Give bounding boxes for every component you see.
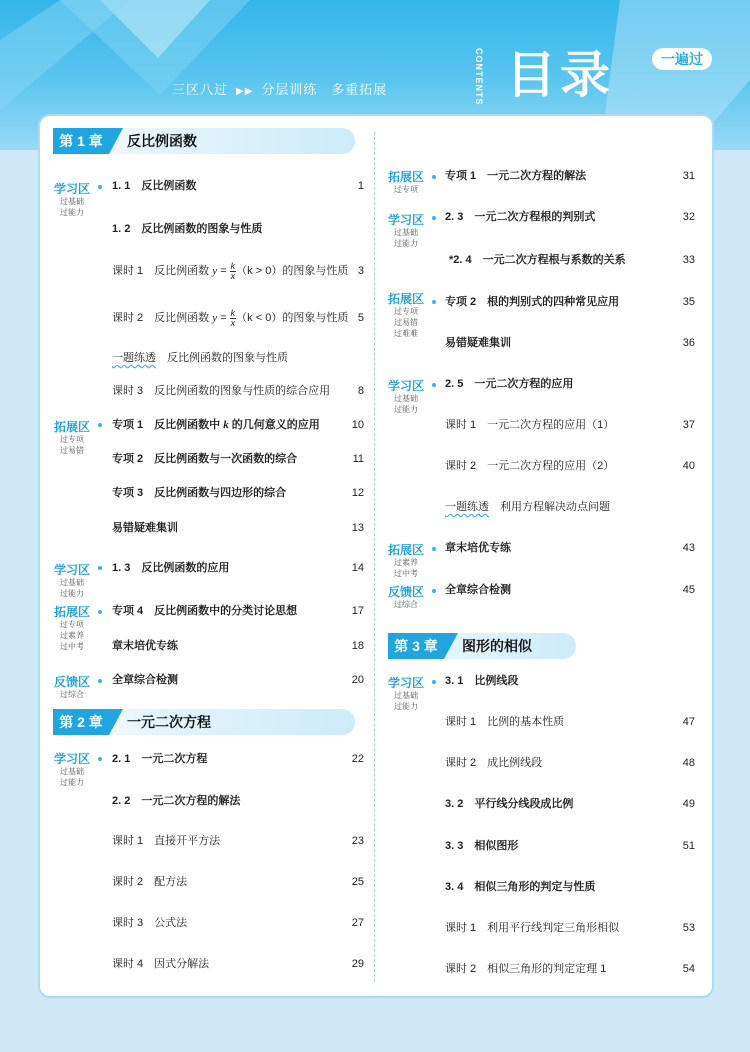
entry-title: 3. 4 相似三角形的判定与性质 (445, 881, 596, 893)
entry-text: 课时 1 反比例函数 (112, 265, 213, 277)
entry-title (112, 307, 348, 329)
zone-name: 拓展区 (387, 543, 424, 557)
entry-title: 课时 2 配方法 (112, 876, 188, 888)
toc-entry[interactable] (112, 220, 364, 238)
zone-sub: 过难难 (394, 329, 418, 338)
entry-page: 3 (357, 265, 364, 277)
entry-page: 32 (682, 211, 695, 223)
entry-page: 29 (351, 958, 364, 970)
entry-page: 40 (682, 460, 695, 472)
zone-sub: 过基础 (60, 197, 84, 206)
formula-var: y (212, 265, 218, 277)
bullet-dot (98, 757, 102, 761)
entry-title (112, 260, 348, 282)
zone-sub: 过专项 (60, 620, 84, 629)
toc-entry[interactable] (112, 750, 364, 768)
zone-name: 学习区 (53, 563, 90, 577)
entry-title: 2. 2 一元二次方程的解法 (112, 795, 241, 807)
entry-title: 易错疑难集训 (112, 522, 178, 534)
toc-entry[interactable] (112, 260, 364, 282)
toc-entry[interactable] (112, 177, 364, 195)
zone-name: 反馈区 (387, 585, 424, 599)
entry-title: 全章综合检测 (445, 584, 511, 596)
zone-sub: 过专项 (394, 307, 418, 316)
zone-sub: 过易错 (394, 318, 418, 327)
chapter-number: 第 1 章 (53, 128, 109, 154)
chapter-number: 第 3 章 (388, 633, 444, 659)
zone-study (50, 752, 94, 788)
formula-eq: = (217, 312, 230, 324)
tagline-part-1: 三区八过 (172, 82, 229, 97)
entry-page: 14 (351, 562, 364, 574)
zone-sub: 过能力 (394, 239, 418, 248)
entry-page: 25 (351, 876, 364, 888)
formula-eq: = (217, 265, 230, 277)
zone-sub: 过基础 (394, 691, 418, 700)
zone-name: 拓展区 (387, 292, 424, 306)
fraction-numerator: k (230, 260, 236, 271)
toc-entry[interactable] (445, 498, 695, 516)
entry-page: 48 (682, 757, 695, 769)
entry-title (112, 416, 320, 434)
tagline-part-2: 分层训练 (261, 82, 318, 97)
entry-title: 专项 2 反比例函数与一次函数的综合 (112, 453, 298, 465)
toc-entry[interactable] (112, 307, 364, 329)
toc-entry[interactable] (112, 637, 364, 655)
entry-title: 课时 3 反比例函数的图象与性质的综合应用 (112, 385, 331, 397)
zone-sub: 过专项 (60, 435, 84, 444)
zone-study (50, 563, 94, 599)
entry-text: 课时 2 反比例函数 (112, 312, 213, 324)
zone-name: 拓展区 (53, 605, 90, 619)
zone-sub: 过综合 (60, 690, 84, 699)
toc-entry[interactable] (112, 382, 364, 400)
entry-title: 专项 3 反比例函数与四边形的综合 (112, 487, 287, 499)
bullet-dot (98, 423, 102, 427)
entry-text: 的图象与性质 (282, 312, 349, 324)
entry-title: 专项 2 根的判别式的四种常见应用 (445, 296, 620, 308)
entry-title: 课时 1 一元二次方程的应用（1） (445, 419, 615, 431)
entry-page: 11 (352, 453, 364, 465)
zone-sub: 过能力 (60, 208, 84, 217)
entry-page: 33 (682, 254, 695, 266)
bullet-dot (432, 216, 436, 220)
zone-sub: 过综合 (394, 600, 418, 609)
entry-title: 1. 3 反比例函数的应用 (112, 562, 230, 574)
entry-title: 2. 3 一元二次方程根的判别式 (445, 211, 596, 223)
page-title: 目录 (506, 47, 614, 103)
chapter-title: 图形的相似 (462, 638, 532, 654)
fraction-numerator: k (230, 307, 236, 318)
entry-page: 51 (682, 840, 695, 852)
fraction-denominator: x (230, 270, 236, 281)
chapter-1-header (53, 128, 355, 154)
entry-title: 易错疑难集训 (445, 337, 511, 349)
zone-expand (384, 543, 428, 579)
toc-entry[interactable] (112, 832, 364, 850)
entry-page: 35 (682, 296, 695, 308)
bullet-dot (432, 589, 436, 593)
entry-title: 专项 1 一元二次方程的解法 (445, 170, 587, 182)
bullet-dot (98, 610, 102, 614)
zone-study (384, 379, 428, 415)
chapter-title: 一元二次方程 (127, 714, 211, 730)
toc-entry[interactable] (449, 251, 695, 269)
entry-page: 31 (682, 170, 695, 182)
entry-page: 5 (357, 312, 364, 324)
entry-title: 3. 2 平行线分线段成比例 (445, 798, 574, 810)
zone-sub: 过基础 (60, 767, 84, 776)
toc-entry[interactable] (445, 581, 695, 599)
zone-sub: 过素养 (394, 558, 418, 567)
zone-expand (384, 170, 428, 195)
entry-page: 8 (357, 385, 364, 397)
zone-sub: 过专项 (394, 185, 418, 194)
entry-page: 54 (682, 963, 695, 975)
entry-title: 章末培优专练 (445, 542, 511, 554)
toc-entry[interactable] (445, 837, 695, 855)
toc-entry[interactable] (112, 519, 364, 537)
entry-title: 课时 3 公式法 (112, 917, 188, 929)
zone-feedback (50, 675, 94, 700)
entry-title: *2. 4 一元二次方程根与系数的关系 (449, 254, 626, 266)
entry-page: 53 (682, 922, 695, 934)
toc-entry[interactable] (445, 167, 695, 185)
entry-page: 37 (682, 419, 695, 431)
bullet-dot (432, 680, 436, 684)
zone-feedback (384, 585, 428, 610)
toc-entry[interactable] (445, 293, 695, 311)
entry-title: 全章综合检测 (112, 674, 178, 686)
bullet-dot (432, 547, 436, 551)
zone-name: 学习区 (387, 676, 424, 690)
entry-page: 49 (682, 798, 695, 810)
entry-page: 43 (682, 542, 695, 554)
chapter-2-header (53, 709, 355, 735)
entry-title (112, 349, 288, 367)
entry-title: 专项 4 反比例函数中的分类讨论思想 (112, 605, 298, 617)
zone-study (384, 213, 428, 249)
entry-page: 45 (682, 584, 695, 596)
toc-entry[interactable] (112, 349, 364, 367)
entry-page: 47 (682, 716, 695, 728)
entry-page: 20 (351, 674, 364, 686)
zone-sub: 过能力 (60, 589, 84, 598)
chapter-number: 第 2 章 (53, 709, 109, 735)
zone-study (50, 182, 94, 218)
entry-page: 10 (351, 419, 364, 431)
entry-title: 课时 1 直接开平方法 (112, 835, 221, 847)
bullet-dot (98, 566, 102, 570)
bullet-dot (98, 679, 102, 683)
formula-condition: （k > 0） (236, 265, 283, 277)
entry-title: 课时 1 比例的基本性质 (445, 716, 565, 728)
tagline (172, 79, 387, 98)
entry-title: 课时 4 因式分解法 (112, 958, 210, 970)
entry-title: 2. 5 一元二次方程的应用 (445, 378, 574, 390)
tagline-separator: ▶▶ (236, 86, 254, 97)
toc-entry[interactable] (445, 208, 695, 226)
entry-page: 1 (357, 180, 364, 192)
toc-entry[interactable] (445, 713, 695, 731)
toc-entry[interactable] (445, 919, 695, 937)
toc-entry[interactable] (112, 671, 364, 689)
entry-text: 专项 1 反比例函数中 (112, 419, 224, 431)
toc-entry[interactable] (112, 416, 364, 434)
zone-name: 拓展区 (53, 420, 90, 434)
chapter-3-header (388, 633, 576, 659)
zone-study (384, 676, 428, 712)
zone-expand (50, 605, 94, 652)
entry-title: 1. 2 反比例函数的图象与性质 (112, 223, 263, 235)
zone-sub: 过能力 (60, 778, 84, 787)
column-divider (374, 132, 375, 982)
fraction-denominator: x (230, 317, 236, 328)
zone-name: 学习区 (387, 213, 424, 227)
toc-entry[interactable] (445, 375, 695, 393)
formula-condition: （k < 0） (236, 312, 283, 324)
entry-page: 22 (351, 753, 364, 765)
toc-entry[interactable] (112, 602, 364, 620)
entry-text: 利用方程解决动点问题 (489, 501, 610, 513)
zone-sub: 过中考 (394, 569, 418, 578)
zone-sub: 过中考 (60, 642, 84, 651)
entry-title: 课时 2 一元二次方程的应用（2） (445, 460, 615, 472)
zone-sub: 过能力 (394, 405, 418, 414)
entry-title: 2. 1 一元二次方程 (112, 753, 208, 765)
zone-sub: 过基础 (394, 228, 418, 237)
zone-sub: 过基础 (60, 578, 84, 587)
zone-name: 拓展区 (387, 170, 424, 184)
entry-title (445, 498, 610, 516)
bullet-dot (432, 383, 436, 387)
brand-logo: 一遍过 (652, 48, 712, 70)
zone-sub: 过素养 (60, 631, 84, 640)
entry-title: 课时 2 相似三角形的判定定理 1 (445, 963, 607, 975)
entry-title: 章末培优专练 (112, 640, 178, 652)
entry-text: 的图象与性质 (282, 265, 349, 277)
bullet-dot (432, 175, 436, 179)
tagline-part-3: 多重拓展 (331, 82, 388, 97)
toc-entry[interactable] (445, 457, 695, 475)
zone-sub: 过易错 (60, 446, 84, 455)
toc-entry[interactable] (445, 416, 695, 434)
toc-entry[interactable] (112, 559, 364, 577)
zone-name: 反馈区 (53, 675, 90, 689)
toc-entry[interactable] (445, 754, 695, 772)
formula-var: y (212, 312, 218, 324)
toc-entry[interactable] (445, 539, 695, 557)
bullet-dot (432, 300, 436, 304)
toc-entry[interactable] (445, 960, 695, 978)
toc-entry[interactable] (445, 795, 695, 813)
toc-entry[interactable] (112, 484, 364, 502)
toc-entry[interactable] (112, 955, 364, 973)
entry-title: 1. 1 反比例函数 (112, 180, 197, 192)
entry-page: 13 (351, 522, 364, 534)
zone-expand (50, 420, 94, 456)
practice-label: 一题练透 (445, 501, 489, 513)
entry-title: 3. 1 比例线段 (445, 675, 519, 687)
entry-page: 12 (351, 487, 364, 499)
zone-sub: 过能力 (394, 702, 418, 711)
toc-entry[interactable] (112, 914, 364, 932)
entry-text: 的几何意义的应用 (228, 419, 320, 431)
zone-sub: 过基础 (394, 394, 418, 403)
toc-entry[interactable] (445, 334, 695, 352)
entry-page: 18 (351, 640, 364, 652)
toc-entry[interactable] (112, 450, 364, 468)
entry-title: 课时 2 成比例线段 (445, 757, 543, 769)
practice-label: 一题练透 (112, 352, 156, 364)
bullet-dot (98, 185, 102, 189)
entry-page: 23 (351, 835, 364, 847)
toc-entry[interactable] (112, 873, 364, 891)
toc-entry[interactable] (445, 878, 695, 896)
toc-entry[interactable] (112, 792, 364, 810)
zone-expand (384, 292, 428, 339)
zone-name: 学习区 (53, 182, 90, 196)
entry-page: 17 (351, 605, 364, 617)
entry-title: 课时 1 利用平行线判定三角形相似 (445, 922, 620, 934)
entry-page: 27 (351, 917, 364, 929)
entry-title: 3. 3 相似图形 (445, 840, 519, 852)
formula-var: k (223, 419, 229, 431)
zone-name: 学习区 (387, 379, 424, 393)
contents-label: CONTENTS (474, 48, 484, 106)
toc-entry[interactable] (445, 672, 695, 690)
zone-name: 学习区 (53, 752, 90, 766)
chapter-title: 反比例函数 (127, 133, 197, 149)
entry-page: 36 (682, 337, 695, 349)
entry-text: 反比例函数的图象与性质 (156, 352, 288, 364)
